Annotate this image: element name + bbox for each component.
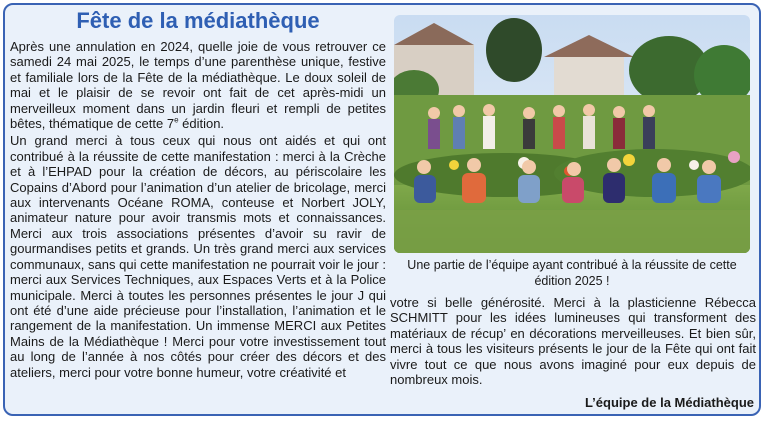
intro-text: Après une annulation en 2024, quelle joie de vous retrouver ce samedi 24 mai 2025, le temps d’une parenthèse unique, festive et familiale lors de la Fête de la médiathèque. Le doux soleil de mai et le plaisir de se revoir ont fait de cet après-midi un merveilleux moment dans un jardin fleuri et rempli de petites bêtes, thématique de cette 7 [10, 39, 386, 132]
article-left-column [10, 39, 386, 382]
photo-caption: Une partie de l’équipe ayant contribué à la réussite de cette édition 2025 ! [407, 258, 737, 288]
intro-text-end: édition. [178, 116, 225, 132]
team-photo-illustration [394, 15, 750, 253]
thanks-paragraph-left: Un grand merci à tous ceux qui nous ont aidés et qui ont contribué à la réussite de cette manifestation : merci à la Crèche et à l’EHPAD pour la création de décors, au périscolaire les Copains d’Abord pour l’animation d’un atelier de bricolage, merci aux intervenants Océane ROMA, conteuse et Norbert JOLY, animateur nature pour avoir transmis mots et connaissances. Merci aux trois associations présentes d’avoir su ravir de gourmandises petits et grands. Un très grand merci aux services communaux, sans qui cette manifestation ne pourrait voir le jour : merci aux Services Techniques, aux Espaces Verts et à la Police municipale. Merci à toutes les personnes présentes le jour J qui ont été d’une aide précieuse pour l’installation, l’animation et le rangement de la manifestation. Un immense MERCI aux Petites Mains de la Médiathèque ! Merci pour votre investissement tout au long de l’année à nos côtés pour créer des décors et des ateliers, merci pour votre bonne humeur, votre créativité et [10, 133, 386, 380]
article-title: Fête de la médiathèque [76, 8, 320, 33]
article-right-column [390, 295, 756, 387]
intro-superscript: e [174, 115, 179, 125]
thanks-paragraph-right: votre si belle générosité. Merci à la plasticienne Rébecca SCHMITT pour les idées lumineuses qui transforment des matériaux de récup’ en décorations merveilleuses. Et bien sûr, merci à tous les visiteurs présents le jour de la Fête qui ont fait vivre tout ce que nous avons imaginé pour eux depuis de nombreux mois. [390, 295, 756, 388]
signature: L’équipe de la Médiathèque [584, 395, 754, 410]
intro-paragraph [10, 39, 386, 131]
team-photo [394, 15, 750, 253]
